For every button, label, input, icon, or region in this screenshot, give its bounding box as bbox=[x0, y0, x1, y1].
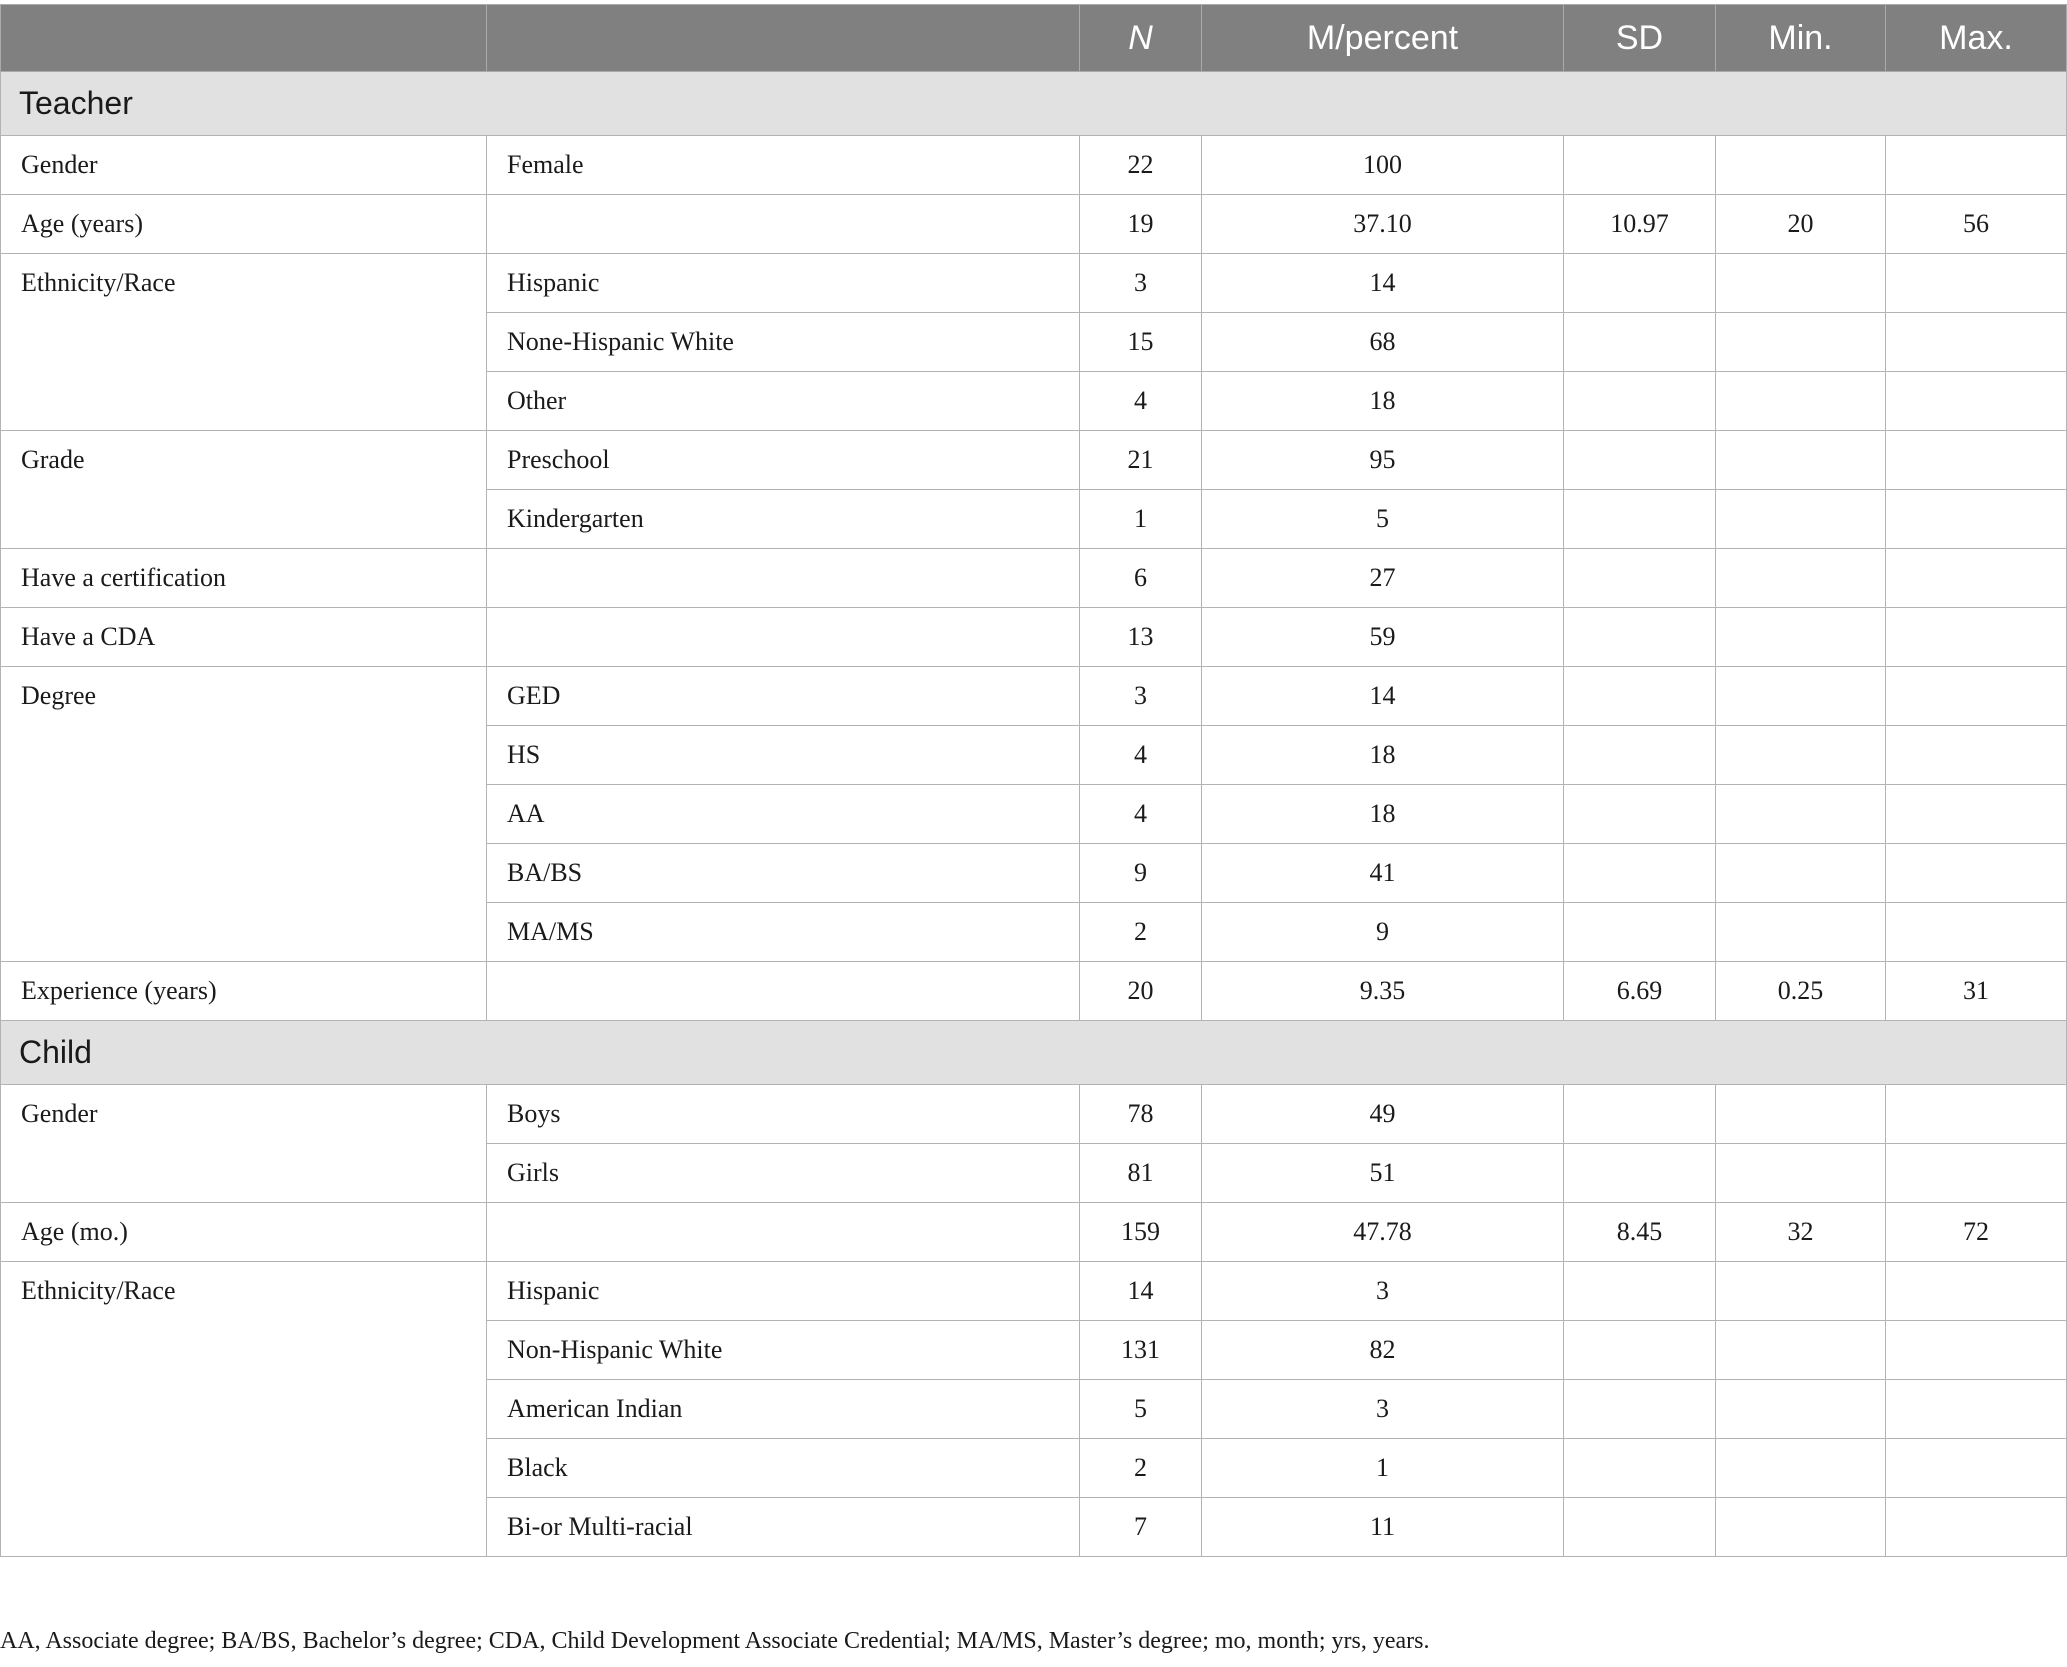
variable-label: Have a CDA bbox=[1, 608, 487, 667]
min-cell bbox=[1716, 903, 1886, 962]
sd-cell bbox=[1564, 844, 1716, 903]
n-cell: 2 bbox=[1080, 903, 1202, 962]
max-cell bbox=[1886, 844, 2067, 903]
mean-percent-cell: 5 bbox=[1202, 490, 1564, 549]
max-cell bbox=[1886, 254, 2067, 313]
sd-cell bbox=[1564, 1498, 1716, 1557]
category-label: Non-Hispanic White bbox=[487, 1321, 1080, 1380]
max-cell bbox=[1886, 903, 2067, 962]
min-cell bbox=[1716, 254, 1886, 313]
n-cell: 4 bbox=[1080, 785, 1202, 844]
header-row bbox=[1, 5, 2067, 72]
category-label: Other bbox=[487, 372, 1080, 431]
min-cell bbox=[1716, 726, 1886, 785]
header-min: Min. bbox=[1716, 5, 1886, 72]
category-label bbox=[487, 962, 1080, 1021]
sd-cell bbox=[1564, 1144, 1716, 1203]
category-label: Hispanic bbox=[487, 1262, 1080, 1321]
category-label bbox=[487, 549, 1080, 608]
sd-cell bbox=[1564, 1262, 1716, 1321]
mean-percent-cell: 51 bbox=[1202, 1144, 1564, 1203]
min-cell bbox=[1716, 1262, 1886, 1321]
mean-percent-cell: 82 bbox=[1202, 1321, 1564, 1380]
min-cell bbox=[1716, 1380, 1886, 1439]
min-cell bbox=[1716, 1085, 1886, 1144]
mean-percent-cell: 9.35 bbox=[1202, 962, 1564, 1021]
n-cell: 19 bbox=[1080, 195, 1202, 254]
n-cell: 78 bbox=[1080, 1085, 1202, 1144]
min-cell: 20 bbox=[1716, 195, 1886, 254]
sd-cell bbox=[1564, 431, 1716, 490]
mean-percent-cell: 68 bbox=[1202, 313, 1564, 372]
sd-cell bbox=[1564, 136, 1716, 195]
variable-label: Age (mo.) bbox=[1, 1203, 487, 1262]
max-cell bbox=[1886, 726, 2067, 785]
sd-cell bbox=[1564, 1085, 1716, 1144]
mean-percent-cell: 1 bbox=[1202, 1439, 1564, 1498]
min-cell bbox=[1716, 608, 1886, 667]
min-cell: 32 bbox=[1716, 1203, 1886, 1262]
n-cell: 5 bbox=[1080, 1380, 1202, 1439]
category-label: American Indian bbox=[487, 1380, 1080, 1439]
table-row bbox=[1, 608, 2067, 667]
max-cell bbox=[1886, 372, 2067, 431]
table-row bbox=[1, 1085, 2067, 1144]
n-cell: 21 bbox=[1080, 431, 1202, 490]
max-cell bbox=[1886, 608, 2067, 667]
table-row bbox=[1, 195, 2067, 254]
category-label: HS bbox=[487, 726, 1080, 785]
sd-cell bbox=[1564, 608, 1716, 667]
max-cell: 72 bbox=[1886, 1203, 2067, 1262]
mean-percent-cell: 27 bbox=[1202, 549, 1564, 608]
table-row bbox=[1, 254, 2067, 313]
sd-cell bbox=[1564, 1439, 1716, 1498]
header-variable bbox=[1, 5, 487, 72]
table-row bbox=[1, 962, 2067, 1021]
sd-cell bbox=[1564, 313, 1716, 372]
sd-cell bbox=[1564, 1321, 1716, 1380]
variable-label: Experience (years) bbox=[1, 962, 487, 1021]
n-cell: 1 bbox=[1080, 490, 1202, 549]
max-cell bbox=[1886, 667, 2067, 726]
min-cell bbox=[1716, 372, 1886, 431]
min-cell bbox=[1716, 1439, 1886, 1498]
section-title: Child bbox=[1, 1021, 2067, 1085]
category-label: Black bbox=[487, 1439, 1080, 1498]
max-cell bbox=[1886, 490, 2067, 549]
category-label bbox=[487, 608, 1080, 667]
header-n: N bbox=[1080, 5, 1202, 72]
table-row bbox=[1, 549, 2067, 608]
category-label: Female bbox=[487, 136, 1080, 195]
sd-cell bbox=[1564, 903, 1716, 962]
max-cell bbox=[1886, 1439, 2067, 1498]
category-label: None-Hispanic White bbox=[487, 313, 1080, 372]
n-cell: 20 bbox=[1080, 962, 1202, 1021]
category-label: Preschool bbox=[487, 431, 1080, 490]
variable-label: Grade bbox=[1, 431, 487, 549]
n-cell: 14 bbox=[1080, 1262, 1202, 1321]
min-cell bbox=[1716, 490, 1886, 549]
max-cell bbox=[1886, 431, 2067, 490]
variable-label: Ethnicity/Race bbox=[1, 254, 487, 431]
mean-percent-cell: 14 bbox=[1202, 254, 1564, 313]
min-cell bbox=[1716, 431, 1886, 490]
min-cell bbox=[1716, 1321, 1886, 1380]
sd-cell: 8.45 bbox=[1564, 1203, 1716, 1262]
category-label: BA/BS bbox=[487, 844, 1080, 903]
min-cell bbox=[1716, 1144, 1886, 1203]
min-cell: 0.25 bbox=[1716, 962, 1886, 1021]
mean-percent-cell: 3 bbox=[1202, 1380, 1564, 1439]
mean-percent-cell: 49 bbox=[1202, 1085, 1564, 1144]
variable-label: Gender bbox=[1, 1085, 487, 1203]
category-label: Bi-or Multi-racial bbox=[487, 1498, 1080, 1557]
max-cell: 56 bbox=[1886, 195, 2067, 254]
table-row bbox=[1, 1203, 2067, 1262]
category-label: GED bbox=[487, 667, 1080, 726]
max-cell bbox=[1886, 1321, 2067, 1380]
max-cell bbox=[1886, 1144, 2067, 1203]
sd-cell bbox=[1564, 1380, 1716, 1439]
min-cell bbox=[1716, 785, 1886, 844]
sd-cell bbox=[1564, 254, 1716, 313]
variable-label: Age (years) bbox=[1, 195, 487, 254]
category-label: AA bbox=[487, 785, 1080, 844]
sd-cell bbox=[1564, 549, 1716, 608]
n-cell: 2 bbox=[1080, 1439, 1202, 1498]
max-cell bbox=[1886, 1085, 2067, 1144]
max-cell bbox=[1886, 549, 2067, 608]
mean-percent-cell: 9 bbox=[1202, 903, 1564, 962]
n-cell: 7 bbox=[1080, 1498, 1202, 1557]
n-cell: 81 bbox=[1080, 1144, 1202, 1203]
max-cell bbox=[1886, 313, 2067, 372]
header-category bbox=[487, 5, 1080, 72]
n-cell: 3 bbox=[1080, 254, 1202, 313]
mean-percent-cell: 95 bbox=[1202, 431, 1564, 490]
mean-percent-cell: 37.10 bbox=[1202, 195, 1564, 254]
mean-percent-cell: 59 bbox=[1202, 608, 1564, 667]
table-footnote: AA, Associate degree; BA/BS, Bachelor’s degree; CDA, Child Development Associate Credential; MA/MS, Master’s degree; mo, month; yrs, years. bbox=[0, 1628, 1430, 1654]
variable-label: Degree bbox=[1, 667, 487, 962]
header-max: Max. bbox=[1886, 5, 2067, 72]
mean-percent-cell: 18 bbox=[1202, 726, 1564, 785]
n-cell: 131 bbox=[1080, 1321, 1202, 1380]
n-cell: 15 bbox=[1080, 313, 1202, 372]
max-cell bbox=[1886, 1380, 2067, 1439]
table-row bbox=[1, 667, 2067, 726]
mean-percent-cell: 18 bbox=[1202, 372, 1564, 431]
mean-percent-cell: 41 bbox=[1202, 844, 1564, 903]
n-cell: 4 bbox=[1080, 726, 1202, 785]
min-cell bbox=[1716, 1498, 1886, 1557]
mean-percent-cell: 47.78 bbox=[1202, 1203, 1564, 1262]
section-row bbox=[1, 72, 2067, 136]
n-cell: 4 bbox=[1080, 372, 1202, 431]
n-cell: 9 bbox=[1080, 844, 1202, 903]
sd-cell: 10.97 bbox=[1564, 195, 1716, 254]
table-row bbox=[1, 136, 2067, 195]
section-title: Teacher bbox=[1, 72, 2067, 136]
min-cell bbox=[1716, 667, 1886, 726]
min-cell bbox=[1716, 844, 1886, 903]
n-cell: 6 bbox=[1080, 549, 1202, 608]
sd-cell: 6.69 bbox=[1564, 962, 1716, 1021]
table-row bbox=[1, 431, 2067, 490]
category-label bbox=[487, 195, 1080, 254]
max-cell bbox=[1886, 1262, 2067, 1321]
sd-cell bbox=[1564, 726, 1716, 785]
table-body bbox=[1, 72, 2067, 1557]
max-cell bbox=[1886, 136, 2067, 195]
variable-label: Have a certification bbox=[1, 549, 487, 608]
mean-percent-cell: 18 bbox=[1202, 785, 1564, 844]
category-label: Girls bbox=[487, 1144, 1080, 1203]
min-cell bbox=[1716, 549, 1886, 608]
header-sd: SD bbox=[1564, 5, 1716, 72]
category-label: Kindergarten bbox=[487, 490, 1080, 549]
n-cell: 3 bbox=[1080, 667, 1202, 726]
n-cell: 22 bbox=[1080, 136, 1202, 195]
sd-cell bbox=[1564, 667, 1716, 726]
n-cell: 13 bbox=[1080, 608, 1202, 667]
category-label: Hispanic bbox=[487, 254, 1080, 313]
section-row bbox=[1, 1021, 2067, 1085]
header-mean-percent: M/percent bbox=[1202, 5, 1564, 72]
category-label: Boys bbox=[487, 1085, 1080, 1144]
variable-label: Gender bbox=[1, 136, 487, 195]
mean-percent-cell: 3 bbox=[1202, 1262, 1564, 1321]
mean-percent-cell: 14 bbox=[1202, 667, 1564, 726]
variable-label: Ethnicity/Race bbox=[1, 1262, 487, 1557]
descriptive-statistics-table bbox=[0, 4, 2067, 1557]
max-cell: 31 bbox=[1886, 962, 2067, 1021]
min-cell bbox=[1716, 136, 1886, 195]
sd-cell bbox=[1564, 490, 1716, 549]
sd-cell bbox=[1564, 785, 1716, 844]
sd-cell bbox=[1564, 372, 1716, 431]
max-cell bbox=[1886, 1498, 2067, 1557]
mean-percent-cell: 11 bbox=[1202, 1498, 1564, 1557]
n-cell: 159 bbox=[1080, 1203, 1202, 1262]
category-label: MA/MS bbox=[487, 903, 1080, 962]
category-label bbox=[487, 1203, 1080, 1262]
mean-percent-cell: 100 bbox=[1202, 136, 1564, 195]
table-row bbox=[1, 1262, 2067, 1321]
min-cell bbox=[1716, 313, 1886, 372]
max-cell bbox=[1886, 785, 2067, 844]
